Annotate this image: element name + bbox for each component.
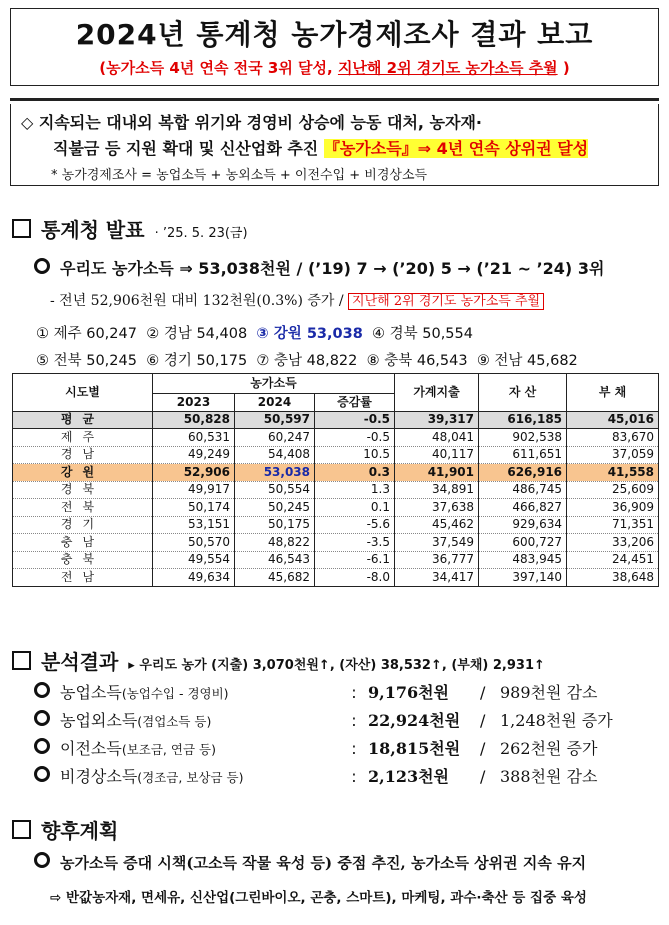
- cell-y2023: 50,570: [153, 534, 235, 552]
- cell-assets: 616,185: [479, 411, 567, 429]
- cell-spending: 39,317: [395, 411, 479, 429]
- cell-spending: 41,901: [395, 464, 479, 482]
- analysis-item: 비경상소득(경조금, 보상금 등) : 2,123천원 / 388천원 감소: [34, 764, 597, 787]
- analysis-note: ▸ 우리도 농가 (지출) 3,070천원↑, (자산) 38,532↑, (부채) 2,931↑: [128, 658, 545, 673]
- cell-debt: 24,451: [567, 551, 659, 569]
- cell-assets: 397,140: [479, 569, 567, 587]
- cell-change: 0.1: [315, 499, 395, 517]
- analysis-value: 18,815천원: [368, 739, 461, 758]
- cell-assets: 483,945: [479, 551, 567, 569]
- cell-y2023: 52,906: [153, 464, 235, 482]
- plan-line-1: 농가소득 증대 시책(고소득 작물 육성 등) 중점 추진, 농가소득 상위권 지속 유지: [34, 852, 586, 873]
- cell-y2024: 50,554: [235, 481, 315, 499]
- checkbox-square-icon: [12, 651, 31, 670]
- cell-y2024: 50,597: [235, 411, 315, 429]
- circle-bullet-icon: [34, 852, 50, 868]
- analysis-label: 이전소득: [60, 739, 122, 758]
- analysis-diff: 1,248천원 증가: [500, 711, 613, 730]
- cell-change: -6.1: [315, 551, 395, 569]
- cell-y2024: 60,247: [235, 429, 315, 447]
- cell-y2023: 53,151: [153, 516, 235, 534]
- analysis-diff: 388천원 감소: [500, 767, 598, 786]
- cell-assets: 466,827: [479, 499, 567, 517]
- header-2023: 2023: [153, 394, 235, 412]
- cell-name: 강원: [13, 464, 153, 482]
- cell-assets: 902,538: [479, 429, 567, 447]
- cell-assets: 600,727: [479, 534, 567, 552]
- stats-table: [12, 373, 659, 587]
- cell-name: 경남: [13, 446, 153, 464]
- analysis-item: 농업소득(농업수입 - 경영비) : 9,176천원 / 989천원 감소: [34, 680, 597, 703]
- cell-y2023: 50,174: [153, 499, 235, 517]
- header-spending: 가계지출: [395, 374, 479, 412]
- cell-spending: 34,417: [395, 569, 479, 587]
- cell-change: -0.5: [315, 411, 395, 429]
- cell-debt: 83,670: [567, 429, 659, 447]
- summary-box: [10, 104, 659, 186]
- circle-bullet-icon: [34, 766, 50, 782]
- header-income: 농가소득: [153, 374, 395, 394]
- table-row: [13, 464, 659, 482]
- header-assets: 자 산: [479, 374, 567, 412]
- page-subtitle: (농가소득 4년 연속 전국 3위 달성, 지난해 2위 경기도 농가소득 추월 ): [99, 59, 570, 77]
- analysis-value: 9,176천원: [368, 683, 450, 702]
- circle-bullet-icon: [34, 710, 50, 726]
- header-region: 시도별: [13, 374, 153, 412]
- overtake-note: 지난해 2위 경기도 농가소득 추월: [348, 293, 544, 310]
- cell-name: 경북: [13, 481, 153, 499]
- page-title: 2024년 통계청 농가경제조사 결과 보고: [75, 18, 594, 51]
- analysis-sub: (농업수입 - 경영비): [121, 686, 229, 701]
- cell-y2023: 49,917: [153, 481, 235, 499]
- cell-debt: 33,206: [567, 534, 659, 552]
- section-plan-heading: 향후계획: [12, 815, 118, 844]
- checkbox-square-icon: [12, 820, 31, 839]
- table-row: [13, 516, 659, 534]
- cell-change: -0.5: [315, 429, 395, 447]
- cell-debt: 36,909: [567, 499, 659, 517]
- table-row: [13, 446, 659, 464]
- cell-debt: 41,558: [567, 464, 659, 482]
- cell-name: 제주: [13, 429, 153, 447]
- table-row: [13, 551, 659, 569]
- cell-debt: 37,059: [567, 446, 659, 464]
- analysis-item: 이전소득(보조금, 연금 등) : 18,815천원 / 262천원 증가: [34, 736, 597, 759]
- cell-name: 경기: [13, 516, 153, 534]
- table-row: [13, 534, 659, 552]
- cell-name: 평균: [13, 411, 153, 429]
- title-box: [10, 8, 659, 86]
- subtitle-part-b: 지난해 2위 경기도 농가소득 추월: [337, 59, 558, 77]
- summary-line-1: ◇ 지속되는 대내외 복합 위기와 경영비 상승에 능동 대처, 농자재·: [21, 113, 482, 132]
- table-row: [13, 429, 659, 447]
- cell-name: 전남: [13, 569, 153, 587]
- analysis-sub: (경조금, 보상금 등): [137, 770, 244, 785]
- cell-debt: 38,648: [567, 569, 659, 587]
- cell-y2023: 49,249: [153, 446, 235, 464]
- cell-y2024: 45,682: [235, 569, 315, 587]
- cell-name: 전북: [13, 499, 153, 517]
- cell-debt: 71,351: [567, 516, 659, 534]
- cell-change: 0.3: [315, 464, 395, 482]
- analysis-label: 농업소득: [60, 683, 122, 702]
- analysis-item: 농업외소득(겸업소득 등) : 22,924천원 / 1,248천원 증가: [34, 708, 613, 731]
- cell-spending: 37,638: [395, 499, 479, 517]
- circle-bullet-icon: [34, 258, 50, 274]
- cell-change: 10.5: [315, 446, 395, 464]
- section-analysis-heading: 분석결과 ▸ 우리도 농가 (지출) 3,070천원↑, (자산) 38,532↑, (부채) 2,931↑: [12, 646, 545, 675]
- cell-y2024: 54,408: [235, 446, 315, 464]
- cell-assets: 929,634: [479, 516, 567, 534]
- cell-y2023: 49,554: [153, 551, 235, 569]
- cell-change: -5.6: [315, 516, 395, 534]
- cell-spending: 36,777: [395, 551, 479, 569]
- summary-footnote: * 농가경제조사 = 농업소득 + 농외소득 + 이전수입 + 비경상소득: [51, 168, 428, 183]
- plan-line-2: ⇨ 반값농자재, 면세유, 신산업(그린바이오, 곤충, 스마트), 마케팅, 과수·축산 등 집중 육성: [50, 890, 587, 906]
- header-2024: 2024: [235, 394, 315, 412]
- cell-name: 충북: [13, 551, 153, 569]
- header-debt: 부 채: [567, 374, 659, 412]
- cell-change: 1.3: [315, 481, 395, 499]
- subtitle-part-a: 농가소득 4년 연속 전국 3위 달성,: [106, 59, 338, 77]
- circle-bullet-icon: [34, 682, 50, 698]
- rank-row-1: ① 제주 60,247 ② 경남 54,408 ③ 강원 53,038 ④ 경북 50,554: [36, 326, 473, 342]
- section-announcement-heading: 통계청 발표 · ’25. 5. 23(금): [12, 214, 248, 243]
- rank-row-2: ⑤ 전북 50,245 ⑥ 경기 50,175 ⑦ 충남 48,822 ⑧ 충북 46,543 ⑨ 전남 45,682: [36, 353, 578, 369]
- cell-spending: 48,041: [395, 429, 479, 447]
- cell-y2024: 53,038: [235, 464, 315, 482]
- analysis-value: 2,123천원: [368, 767, 450, 786]
- analysis-label: 비경상소득: [60, 767, 138, 786]
- analysis-label: 농업외소득: [60, 711, 138, 730]
- header-change: 증감률: [315, 394, 395, 412]
- table-row: [13, 411, 659, 429]
- cell-change: -8.0: [315, 569, 395, 587]
- summary-line-2: 직불금 등 지원 확대 및 신산업화 추진 『농가소득』⇒ 4년 연속 상위권 달성: [53, 139, 589, 158]
- cell-y2023: 60,531: [153, 429, 235, 447]
- cell-y2023: 50,828: [153, 411, 235, 429]
- cell-debt: 45,016: [567, 411, 659, 429]
- cell-assets: 626,916: [479, 464, 567, 482]
- cell-assets: 611,651: [479, 446, 567, 464]
- cell-assets: 486,745: [479, 481, 567, 499]
- analysis-sub: (겸업소득 등): [137, 714, 212, 729]
- table-row: [13, 499, 659, 517]
- cell-debt: 25,609: [567, 481, 659, 499]
- analysis-sub: (보조금, 연금 등): [121, 742, 216, 757]
- cell-y2023: 49,634: [153, 569, 235, 587]
- income-headline: 우리도 농가소득 ⇒ 53,038천원 / (’19) 7 → (’20) 5 → (’21 ~ ’24) 3위: [34, 256, 604, 279]
- summary-highlight: 『농가소득』⇒ 4년 연속 상위권 달성: [323, 139, 589, 158]
- table-row: [13, 569, 659, 587]
- rank-gangwon: ③ 강원 53,038: [256, 326, 363, 342]
- analysis-diff: 262천원 증가: [500, 739, 598, 758]
- cell-y2024: 48,822: [235, 534, 315, 552]
- circle-bullet-icon: [34, 738, 50, 754]
- cell-y2024: 50,175: [235, 516, 315, 534]
- cell-spending: 45,462: [395, 516, 479, 534]
- analysis-value: 22,924천원: [368, 711, 461, 730]
- income-change-line: - 전년 52,906천원 대비 132천원(0.3%) 증가 / 지난해 2위 경기도 농가소득 추월: [50, 290, 544, 310]
- analysis-diff: 989천원 감소: [500, 683, 598, 702]
- cell-y2024: 46,543: [235, 551, 315, 569]
- cell-name: 충남: [13, 534, 153, 552]
- table-row: [13, 481, 659, 499]
- cell-y2024: 50,245: [235, 499, 315, 517]
- checkbox-square-icon: [12, 219, 31, 238]
- cell-spending: 37,549: [395, 534, 479, 552]
- cell-spending: 34,891: [395, 481, 479, 499]
- summary-top-border: [10, 98, 659, 101]
- announcement-date: · ’25. 5. 23(금): [154, 226, 248, 241]
- cell-spending: 40,117: [395, 446, 479, 464]
- cell-change: -3.5: [315, 534, 395, 552]
